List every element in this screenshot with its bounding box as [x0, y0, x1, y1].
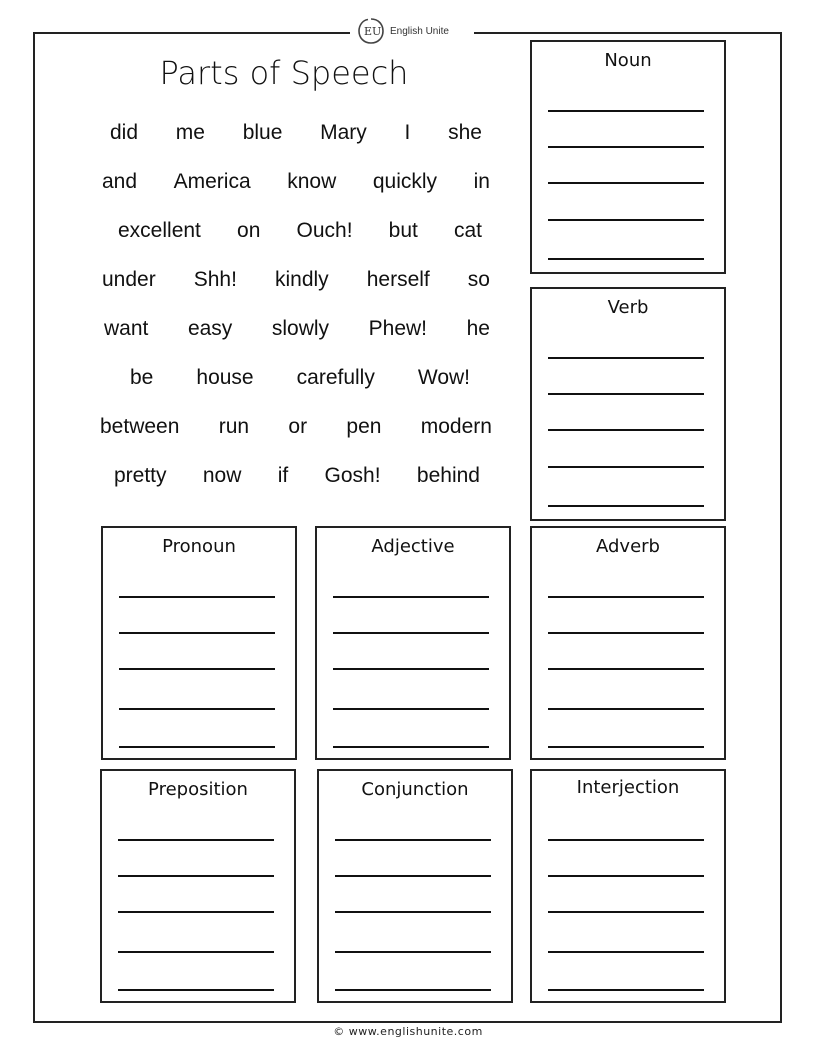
answer-line[interactable]	[333, 746, 489, 748]
answer-line[interactable]	[119, 746, 275, 748]
word-bank-word: want	[104, 317, 149, 340]
word-bank-word: between	[100, 415, 180, 438]
word-bank-word: quickly	[372, 170, 438, 193]
word-bank-word: under	[102, 268, 156, 291]
answer-line[interactable]	[548, 989, 704, 991]
adverb-label: Adverb	[596, 536, 660, 557]
conjunction-label: Conjunction	[361, 779, 469, 800]
interjection-label: Interjection	[576, 777, 680, 798]
word-bank-word: he	[466, 317, 490, 340]
word-bank-row	[92, 363, 500, 393]
word-bank-word: now	[202, 464, 242, 487]
word-bank-row	[92, 314, 500, 344]
answer-line[interactable]	[333, 632, 489, 634]
noun-label: Noun	[604, 50, 652, 71]
word-bank-row	[92, 216, 500, 246]
word-bank-word: behind	[416, 464, 480, 487]
word-bank-word: did	[110, 121, 139, 144]
word-bank-word: America	[173, 170, 251, 193]
answer-line[interactable]	[335, 839, 491, 841]
adverb-box	[530, 526, 726, 760]
answer-line[interactable]	[548, 839, 704, 841]
answer-line[interactable]	[118, 989, 274, 991]
answer-line[interactable]	[118, 875, 274, 877]
word-bank-word: carefully	[296, 366, 375, 389]
answer-line[interactable]	[548, 951, 704, 953]
word-bank-word: or	[288, 415, 308, 438]
answer-line[interactable]	[119, 632, 275, 634]
word-bank-word: blue	[242, 121, 283, 144]
word-bank-word: know	[287, 170, 337, 193]
word-bank-row	[92, 412, 500, 442]
answer-line[interactable]	[333, 708, 489, 710]
answer-line[interactable]	[335, 911, 491, 913]
answer-line[interactable]	[548, 357, 704, 359]
answer-line[interactable]	[548, 632, 704, 634]
word-bank-word: on	[237, 219, 261, 242]
answer-line[interactable]	[548, 911, 704, 913]
word-bank-word: so	[467, 268, 490, 291]
word-bank-word: pretty	[114, 464, 167, 487]
copyright-footer: © www.englishunite.com	[333, 1025, 483, 1038]
word-bank-word: me	[175, 121, 205, 144]
word-bank-word: if	[277, 464, 289, 487]
word-bank-word: run	[218, 415, 250, 438]
answer-line[interactable]	[548, 219, 704, 221]
answer-line[interactable]	[548, 875, 704, 877]
answer-line[interactable]	[548, 429, 704, 431]
answer-line[interactable]	[118, 839, 274, 841]
adjective-box	[315, 526, 511, 760]
word-bank-word: in	[473, 170, 490, 193]
page-title: Parts of Speech	[159, 54, 409, 92]
answer-line[interactable]	[335, 951, 491, 953]
word-bank-word: modern	[420, 415, 492, 438]
preposition-label: Preposition	[148, 779, 248, 800]
answer-line[interactable]	[119, 668, 275, 670]
word-bank-row	[92, 265, 500, 295]
word-bank-word: house	[196, 366, 254, 389]
brand-name: English Unite	[390, 25, 449, 37]
answer-line[interactable]	[333, 596, 489, 598]
conjunction-box	[317, 769, 513, 1003]
answer-line[interactable]	[548, 182, 704, 184]
word-bank-word: easy	[187, 317, 233, 340]
word-bank-word: and	[102, 170, 138, 193]
word-bank-word: she	[448, 121, 482, 144]
english-unite-logo-icon	[356, 16, 386, 46]
answer-line[interactable]	[548, 746, 704, 748]
adjective-label: Adjective	[371, 536, 455, 557]
word-bank-word: Ouch!	[296, 219, 353, 242]
answer-line[interactable]	[335, 989, 491, 991]
word-bank-word: Mary	[320, 121, 367, 144]
word-bank-word: cat	[453, 219, 482, 242]
word-bank-word: be	[130, 366, 154, 389]
word-bank-word: Gosh!	[324, 464, 381, 487]
answer-line[interactable]	[548, 596, 704, 598]
brand-header	[350, 16, 474, 46]
answer-line[interactable]	[548, 146, 704, 148]
answer-line[interactable]	[335, 875, 491, 877]
answer-line[interactable]	[333, 668, 489, 670]
answer-line[interactable]	[118, 951, 274, 953]
word-bank-word: Wow!	[417, 366, 470, 389]
verb-box	[530, 287, 726, 521]
word-bank-row	[92, 461, 500, 491]
pronoun-label: Pronoun	[162, 536, 236, 557]
answer-line[interactable]	[548, 258, 704, 260]
answer-line[interactable]	[119, 596, 275, 598]
answer-line[interactable]	[548, 466, 704, 468]
pronoun-box	[101, 526, 297, 760]
answer-line[interactable]	[119, 708, 275, 710]
word-bank-word: slowly	[271, 317, 330, 340]
answer-line[interactable]	[548, 668, 704, 670]
answer-line[interactable]	[548, 110, 704, 112]
interjection-box	[530, 769, 726, 1003]
word-bank-word: Phew!	[368, 317, 428, 340]
preposition-box	[100, 769, 296, 1003]
word-bank-word: herself	[366, 268, 430, 291]
answer-line[interactable]	[548, 505, 704, 507]
word-bank-word: I	[404, 121, 411, 144]
word-bank-row	[92, 167, 500, 197]
verb-label: Verb	[607, 297, 649, 318]
word-bank-word: pen	[346, 415, 382, 438]
noun-box	[530, 40, 726, 274]
answer-line[interactable]	[548, 393, 704, 395]
word-bank-word: Shh!	[193, 268, 237, 291]
word-bank-row	[92, 118, 500, 148]
word-bank-word: but	[388, 219, 418, 242]
word-bank-word: kindly	[274, 268, 329, 291]
word-bank-word: excellent	[118, 219, 201, 242]
answer-line[interactable]	[548, 708, 704, 710]
logo-letters: EU	[364, 25, 382, 38]
answer-line[interactable]	[118, 911, 274, 913]
